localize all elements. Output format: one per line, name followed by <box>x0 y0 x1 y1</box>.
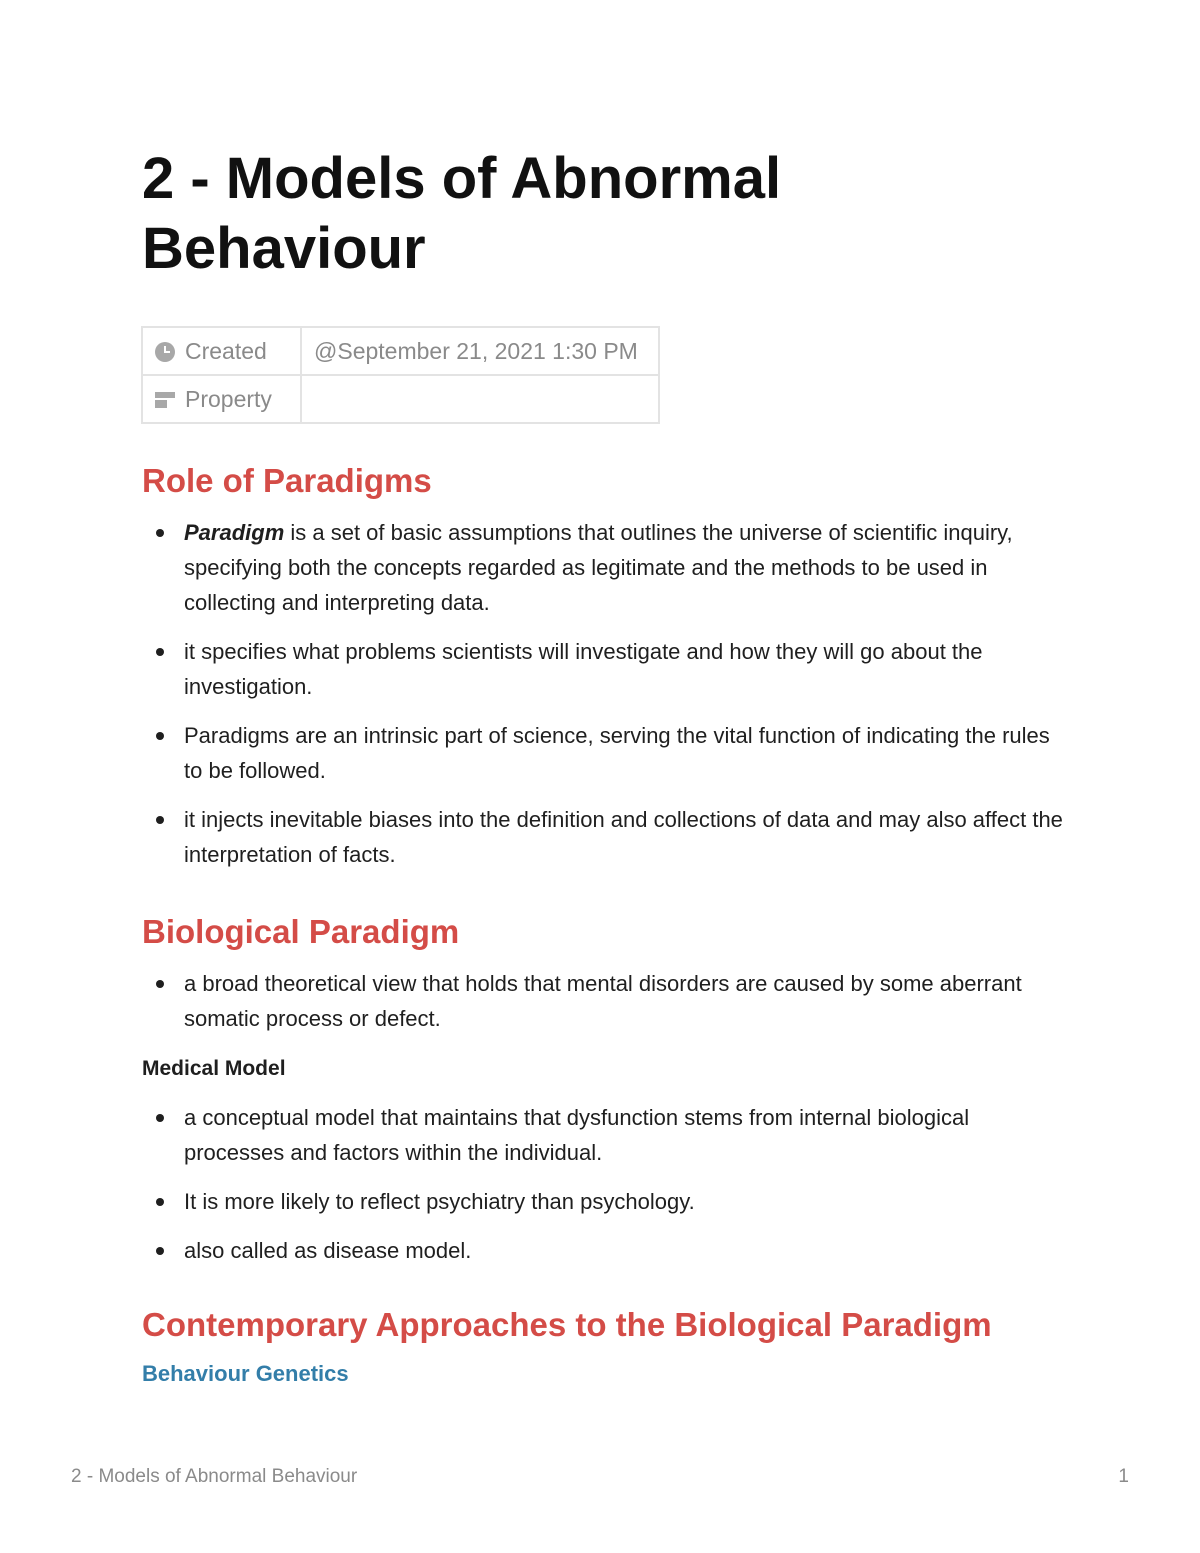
list-item <box>142 718 1072 788</box>
property-value-created[interactable]: @September 21, 2021 1:30 PM <box>301 327 659 375</box>
bullet-text: also called as disease model. <box>184 1238 472 1263</box>
heading-medical-model: Medical Model <box>142 1057 286 1080</box>
properties-table <box>141 326 660 424</box>
heading-behaviour-genetics: Behaviour Genetics <box>142 1361 349 1386</box>
list-item <box>142 634 1072 704</box>
footer-title: 2 - Models of Abnormal Behaviour <box>71 1466 358 1487</box>
heading-contemporary-approaches: Contemporary Approaches to the Biological Paradigm <box>142 1306 992 1343</box>
list-item <box>142 1233 1072 1268</box>
bullet-text: it specifies what problems scientists will investigate and how they will go about the investigation. <box>184 639 983 699</box>
property-row-created <box>142 327 659 375</box>
clock-icon <box>155 342 175 362</box>
property-icon <box>155 391 175 409</box>
heading-biological-paradigm: Biological Paradigm <box>142 913 460 950</box>
list-item <box>142 802 1072 872</box>
bullet-text: is a set of basic assumptions that outlines the universe of scientific inquiry, specifying both the concepts regarded as legitimate and the methods to be used in collecting and interpreting data. <box>184 520 1013 615</box>
role-bullet-list <box>142 515 1072 886</box>
property-key-cell <box>142 327 301 375</box>
term-paradigm: Paradigm <box>184 520 285 545</box>
property-key-cell <box>142 375 301 423</box>
page-title: 2 - Models of Abnormal Behaviour <box>142 146 782 281</box>
heading-role-of-paradigms: Role of Paradigms <box>142 462 432 499</box>
bullet-text: It is more likely to reflect psychiatry than psychology. <box>184 1189 695 1214</box>
property-key-created: Created <box>185 337 267 364</box>
bullet-text: it injects inevitable biases into the definition and collections of data and may also affect the interpretation of facts. <box>184 807 1063 867</box>
bullet-text: Paradigms are an intrinsic part of science, serving the vital function of indicating the rules to be followed. <box>184 723 1050 783</box>
property-value-property[interactable] <box>301 375 659 423</box>
list-item <box>142 515 1072 620</box>
list-item <box>142 1100 1072 1170</box>
medical-bullet-list <box>142 1100 1072 1282</box>
property-row-property <box>142 375 659 423</box>
list-item <box>142 966 1072 1036</box>
property-key-property: Property <box>185 385 272 412</box>
footer-page-number: 1 <box>1118 1466 1129 1487</box>
biological-bullet-list <box>142 966 1072 1050</box>
bullet-text: a broad theoretical view that holds that mental disorders are caused by some aberrant somatic process or defect. <box>184 971 1022 1031</box>
list-item <box>142 1184 1072 1219</box>
bullet-text: a conceptual model that maintains that dysfunction stems from internal biological processes and factors within the individual. <box>184 1105 970 1165</box>
